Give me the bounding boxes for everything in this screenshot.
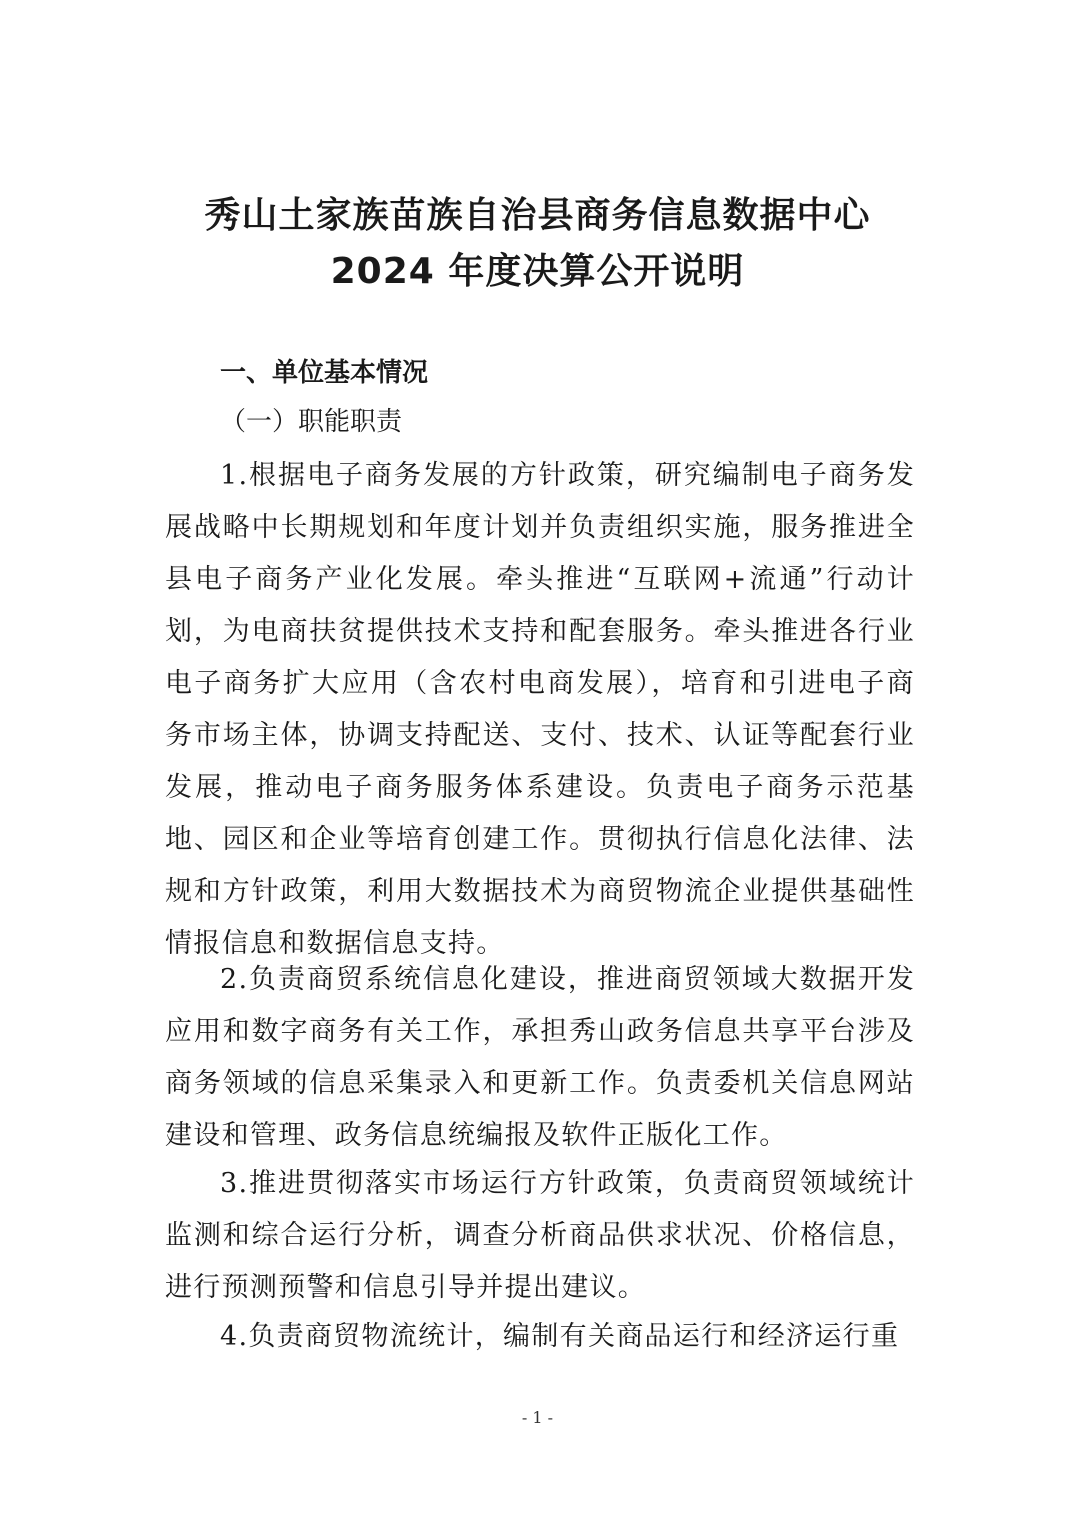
paragraph-4: 4.负责商贸物流统计，编制有关商品运行和经济运行重 — [220, 1321, 900, 1352]
subsection-heading: （一）职能职责 — [220, 407, 403, 437]
paragraph-1: 1.根据电子商务发展的方针政策，研究编制电子商务发展战略中长期规划和年度计划并负责组织实施，服务推进全县电子商务产业化发展。牵头推进“互联网+流通”行动计划，为电商扶贫提供技术支持和配套服务。牵头推进各行业电子商务扩大应用（含农村电商发展），培育和引进电子商务市场主体，协调支持配送、支付、技术、认证等配套行业发展，推动电子商务服务体系建设。负责电子商务示范基地、园区和企业等培育创建工作。贯彻执行信息化法律、法规和方针政策，利用大数据技术为商贸物流企业提供基础性情报信息和数据信息支持。 — [165, 460, 915, 959]
document-title-line2: 2024 年度决算公开说明 — [330, 251, 745, 292]
section-heading: 一、单位基本情况 — [220, 358, 429, 388]
page-number: - 1 - — [521, 1408, 554, 1427]
document-title-line1: 秀山土家族苗族自治县商务信息数据中心 — [204, 195, 871, 236]
paragraph-2: 2.负责商贸系统信息化建设，推进商贸领域大数据开发应用和数字商务有关工作，承担秀山政务信息共享平台涉及商务领域的信息采集录入和更新工作。负责委机关信息网站建设和管理、政务信息统编报及软件正版化工作。 — [165, 964, 915, 1151]
paragraph-3: 3.推进贯彻落实市场运行方针政策，负责商贸领域统计监测和综合运行分析，调查分析商品供求状况、价格信息，进行预测预警和信息引导并提出建议。 — [165, 1168, 915, 1303]
